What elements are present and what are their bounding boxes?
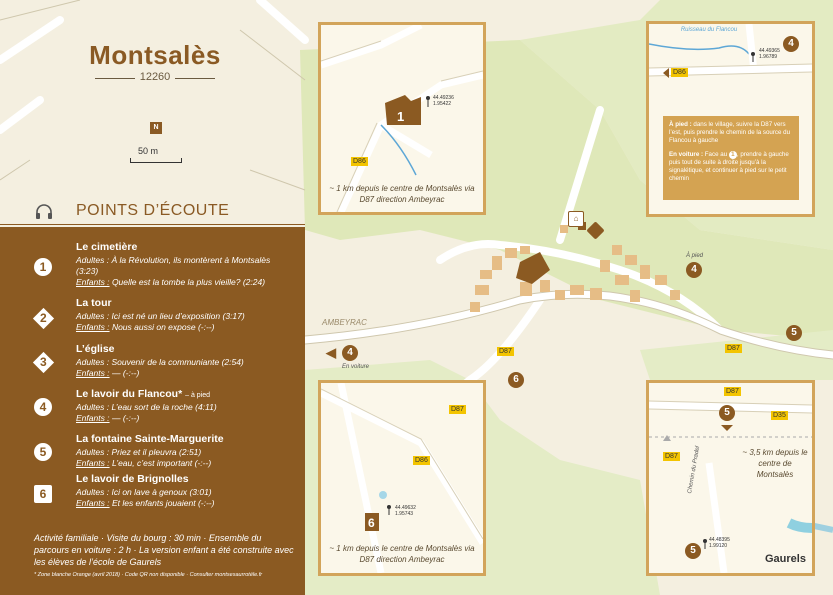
coordinates [433, 95, 454, 107]
point-name: L’église [76, 343, 115, 355]
child-line [76, 277, 265, 287]
point-name: La tour [76, 297, 112, 309]
inset-caption: ~ 1 km depuis le centre de Montsalès via D87 direction Ambeyrac [329, 544, 475, 564]
svg-text:6: 6 [368, 516, 375, 530]
point-suffix: – à pied [185, 392, 211, 399]
adult-text: Priez et il pleuvra [111, 447, 177, 457]
section-rule [0, 224, 305, 225]
adult-line [76, 487, 212, 497]
postcode: 12260 [139, 71, 171, 83]
marker-1-icon: 1 [729, 151, 737, 159]
road-label: D86 [353, 158, 366, 165]
child-label: Enfants : [76, 322, 110, 332]
longitude: 1.95743 [395, 511, 414, 517]
marker-5-icon: 5 [685, 543, 701, 559]
foot-text: dans le village, suivre la D87 vers l’est, puis prendre le chemin de la source du Flancou à gauche [669, 121, 791, 144]
point-badge [33, 352, 54, 373]
child-label: Enfants : [76, 277, 110, 287]
point-badge: 4 [34, 398, 52, 416]
child-text: — [111, 368, 121, 378]
child-line [76, 368, 139, 378]
car-text-2: , prendre à gauche puis tout de suite à droite jusqu’à la signalétique, et continuer à pied sur le petit chemin [669, 151, 789, 182]
marker-5-icon: 5 [786, 325, 802, 341]
child-label: Enfants : [76, 498, 110, 508]
inset-caption: ~ 1 km depuis le centre de Montsalès via D87 direction Ambeyrac [329, 184, 475, 204]
adult-time: (2:51) [179, 447, 202, 457]
child-time: (-:--) [197, 498, 215, 508]
child-text: Quelle est la tombe la plus vieille? [111, 277, 241, 287]
child-text: — [111, 413, 121, 423]
village-label: Gaurels [765, 553, 806, 565]
latitude: 44.49236 [433, 95, 454, 101]
marker-4-icon: 4 [783, 36, 799, 52]
child-line [76, 413, 139, 423]
point-badge [33, 308, 54, 329]
point-name: Le lavoir du Flancou* [76, 388, 183, 400]
road-label: D86 [415, 457, 428, 464]
scale-label: 50 m [138, 146, 159, 156]
footnote: * Zone blanche Orange (avril 2018) · Code QR non disponible · Consulter montsesaurrotéle.fr [34, 572, 263, 578]
longitude: 1.99120 [709, 543, 728, 549]
child-time: (-:--) [194, 458, 212, 468]
longitude: 1.96789 [759, 54, 778, 60]
museum-icon: ⌂ [568, 211, 584, 227]
adult-line-cont [76, 266, 98, 276]
point-badge: 5 [34, 443, 52, 461]
inset-brignolles [318, 380, 486, 576]
foot-directions [669, 121, 793, 145]
point-title [76, 388, 210, 400]
adult-time: (4:11) [195, 402, 217, 412]
marker-4-icon: 4 [342, 345, 358, 361]
point-badge: 6 [34, 485, 52, 503]
latitude: 44.49632 [395, 505, 416, 511]
point-name: Le cimetière [76, 241, 138, 253]
car-text-1: Face au [704, 151, 728, 158]
foot-label: À pied : [669, 121, 692, 128]
adult-line [76, 402, 217, 412]
latitude: 44.48395 [709, 537, 730, 543]
car-label: En voiture : [669, 151, 704, 158]
child-time: (-:--) [197, 322, 215, 332]
road-label: D35 [773, 412, 786, 419]
inset-cemetery [318, 22, 486, 215]
ambeyrac-label: AMBEYRAC [322, 318, 367, 327]
adult-text: L’eau sort de la roche [111, 402, 193, 412]
child-time: (-:--) [122, 413, 140, 423]
child-label: Enfants : [76, 458, 110, 468]
adult-text: Ici on lave à genoux [111, 487, 188, 497]
child-text: Et les enfants jouaient [111, 498, 196, 508]
adult-line [76, 311, 245, 321]
adult-label: Adultes : [76, 487, 110, 497]
longitude: 1.95422 [433, 101, 452, 107]
stream-label: Ruisseau du Flancou [680, 27, 738, 33]
headphones-icon [34, 202, 54, 222]
child-label: Enfants : [76, 368, 110, 378]
child-time: (-:--) [122, 368, 140, 378]
chemin-label: Chemin du Pradel [687, 445, 702, 495]
point-name: La fontaine Sainte-Marguerite [76, 433, 224, 445]
latitude: 44.49365 [759, 48, 780, 54]
child-time: (2:24) [242, 277, 266, 287]
adult-time: (3:01) [189, 487, 212, 497]
adult-time: (3:23) [76, 266, 99, 276]
inset-caption: ~ 3,5 km depuis le centre de Montsalès [742, 448, 808, 479]
car-directions [669, 151, 793, 183]
road-label: D87 [451, 406, 464, 413]
adult-label: Adultes : [76, 255, 110, 265]
marker-4-icon: 4 [686, 262, 702, 278]
child-label: Enfants : [76, 413, 110, 423]
adult-time: (3:17) [222, 311, 245, 321]
adult-line [76, 255, 270, 265]
a-pied-label: À pied [686, 253, 704, 259]
child-text: L’eau, c’est important [111, 458, 193, 468]
marker-1-icon: ◀ [326, 345, 336, 360]
point-number: 3 [40, 355, 47, 369]
directions-box [663, 116, 799, 200]
inset-marguerite [646, 380, 815, 576]
north-arrow-icon: N [150, 122, 162, 134]
town-title: Montsalès [89, 40, 221, 70]
adult-text: Souvenir de la communiante [111, 357, 220, 367]
point-badge: 1 [34, 258, 52, 276]
marker-6-icon: 6 [508, 372, 524, 388]
child-line [76, 322, 214, 332]
road-label: D87 [665, 453, 678, 460]
child-line [76, 458, 211, 468]
road-label: D87 [727, 345, 740, 352]
child-line [76, 498, 214, 508]
section-title: POINTS D’ÉCOUTE [76, 202, 230, 219]
coordinates [709, 537, 730, 549]
adult-line [76, 357, 244, 367]
en-voiture-label: En voiture [342, 364, 370, 370]
adult-time: (2:54) [221, 357, 244, 367]
scale-bar [130, 158, 182, 163]
coordinates [759, 48, 780, 60]
adult-label: Adultes : [76, 357, 110, 367]
adult-label: Adultes : [76, 447, 110, 457]
coordinates [395, 505, 416, 517]
adult-line [76, 447, 201, 457]
road-label: D87 [499, 348, 512, 355]
road-label: D87 [726, 388, 739, 395]
point-number: 2 [40, 311, 47, 325]
adult-label: Adultes : [76, 311, 110, 321]
adult-text: À la Révolution, ils montèrent à Montsalès [111, 255, 271, 265]
family-activity-text: Activité familiale · Visite du bourg : 30 min · Ensemble du parcours en voiture : 2 h · La version enfant a été construite avec les élèves de l’école de Gaurels [34, 533, 294, 567]
adult-text: Ici est né un lieu d’exposition [111, 311, 221, 321]
child-text: Nous aussi on expose [111, 322, 196, 332]
point-name: Le lavoir de Brignolles [76, 473, 189, 485]
svg-text:1: 1 [397, 109, 405, 124]
marker-5-icon: 5 [719, 405, 735, 421]
adult-label: Adultes : [76, 402, 110, 412]
road-label: D86 [673, 69, 686, 76]
